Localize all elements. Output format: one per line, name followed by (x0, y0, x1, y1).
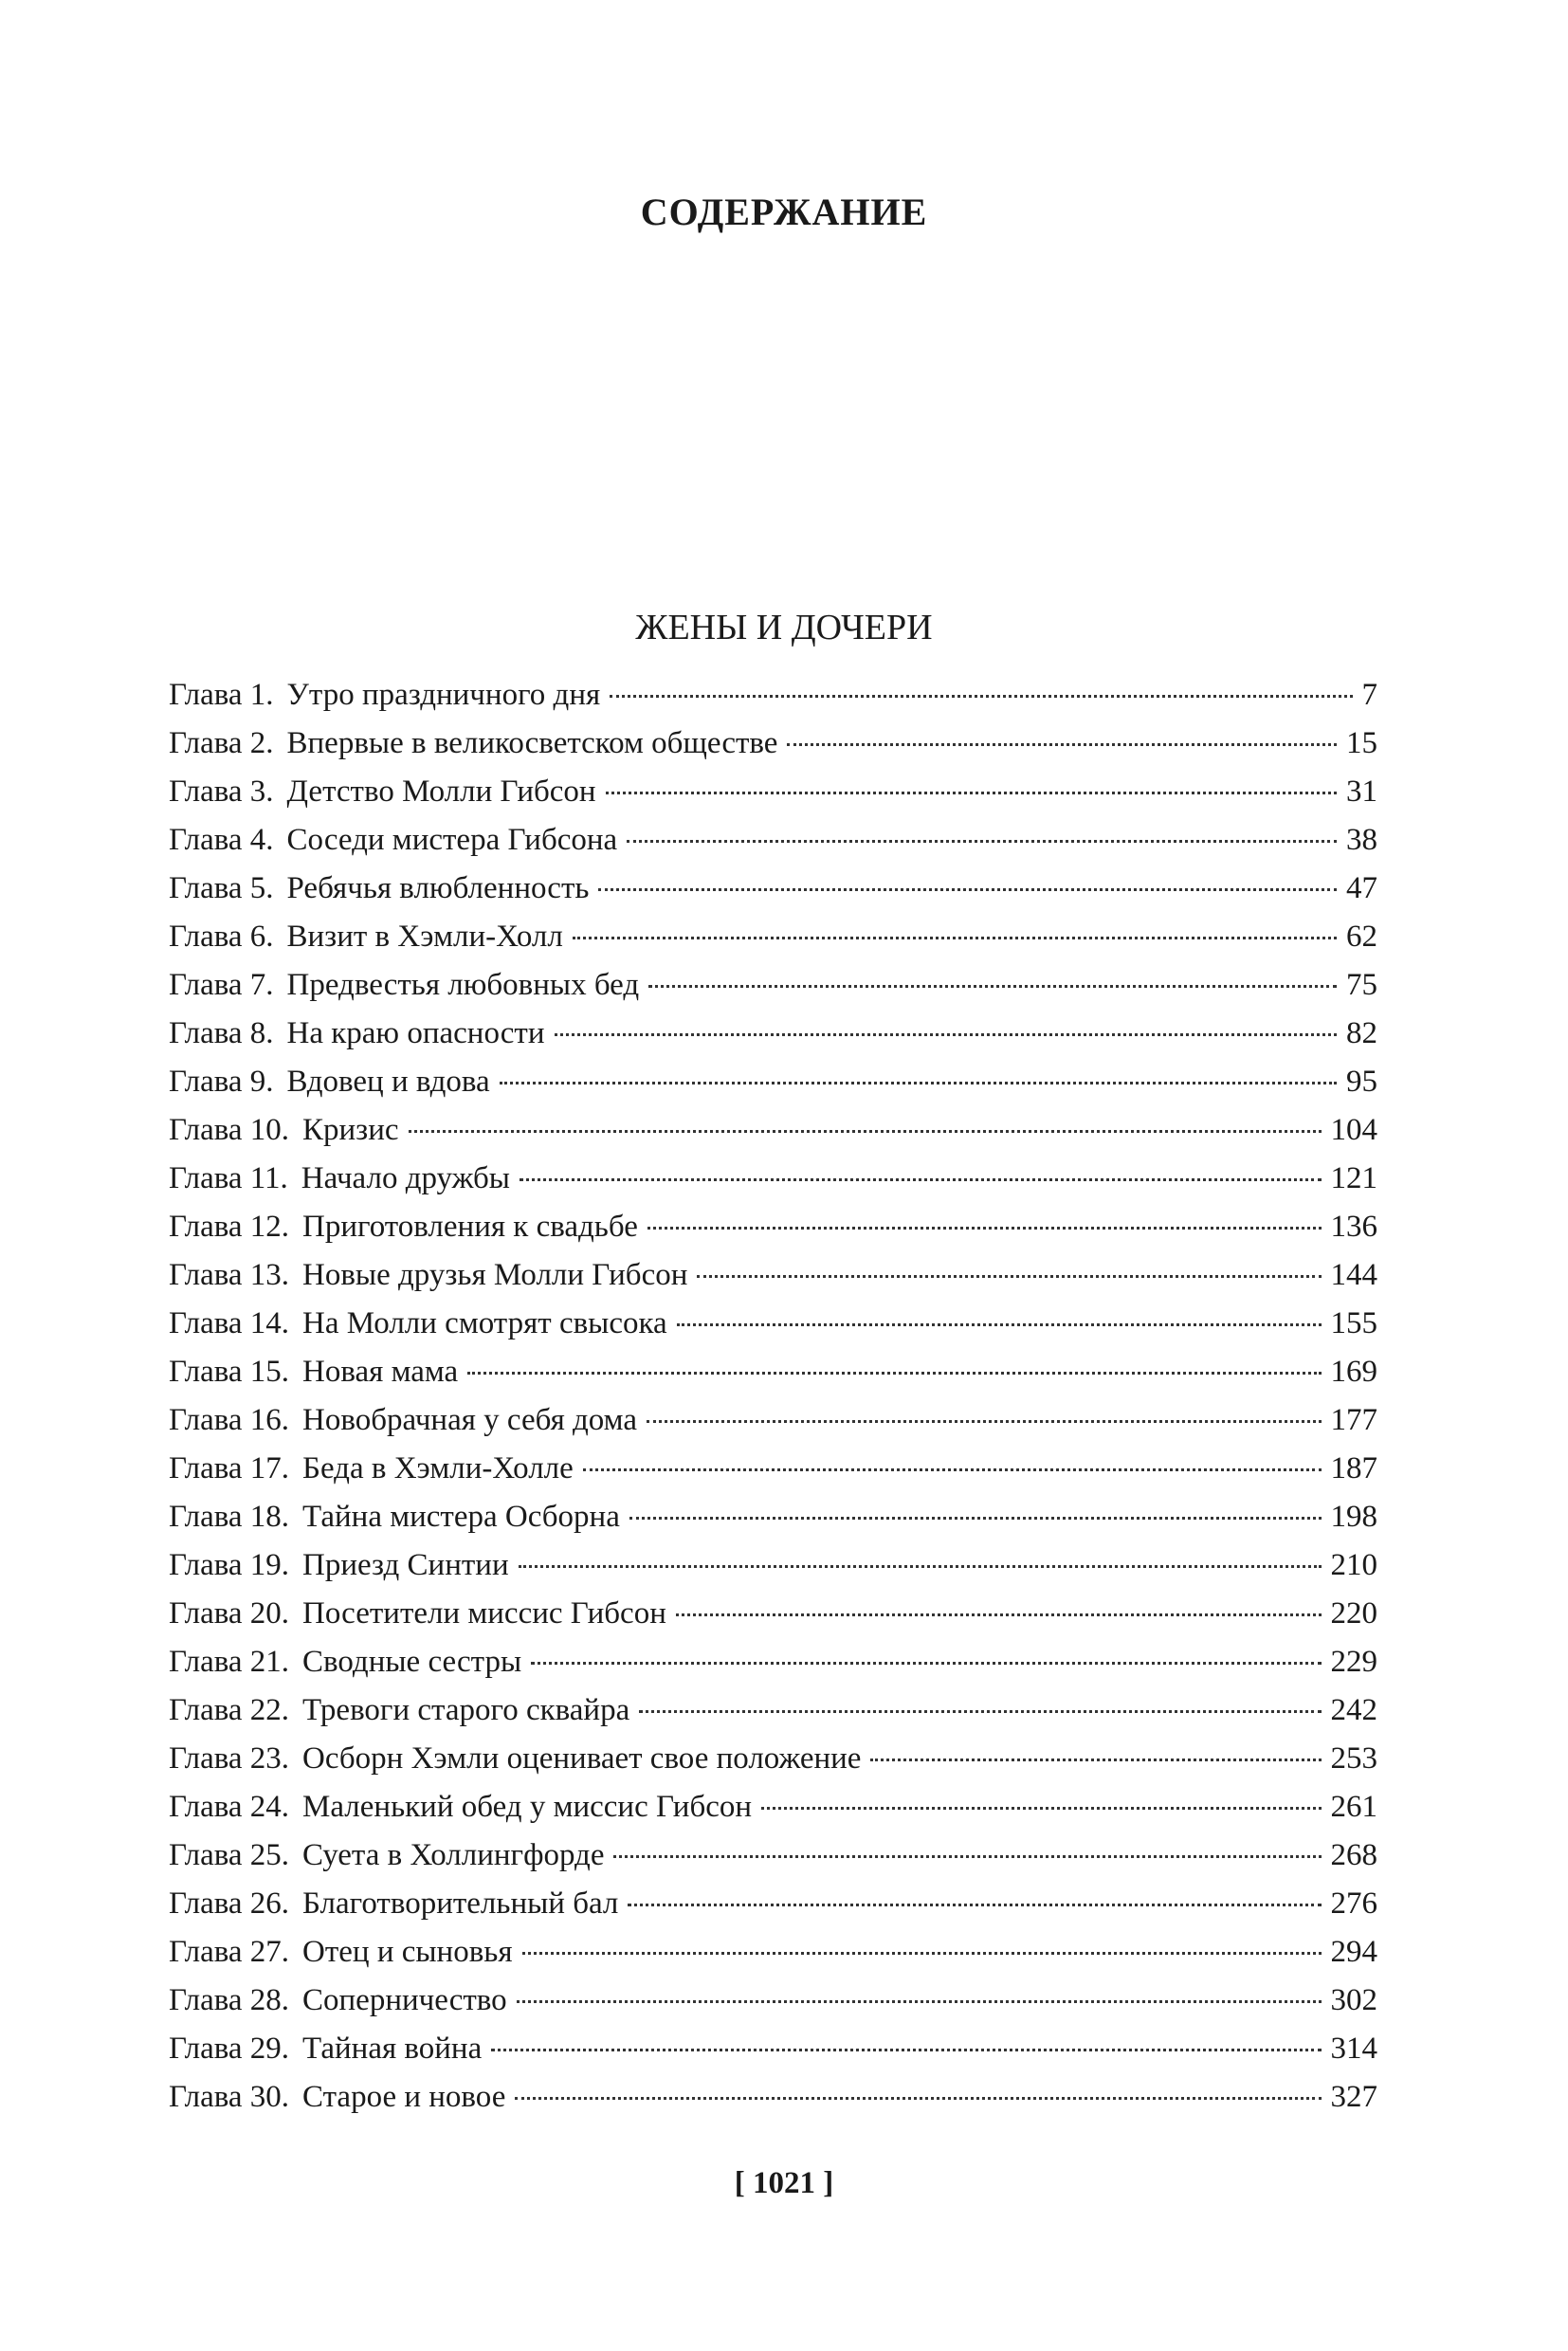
chapter-page: 276 (1330, 1886, 1377, 1921)
dot-leader (606, 791, 1337, 794)
chapter-page: 169 (1330, 1355, 1377, 1389)
chapter-number: Глава 5. (169, 871, 274, 905)
page-title: СОДЕРЖАНИЕ (640, 191, 928, 233)
chapter-number: Глава 29. (169, 2032, 290, 2066)
chapter-title: Старое и новое (302, 2080, 506, 2114)
chapter-number: Глава 22. (169, 1693, 290, 1727)
dot-leader (627, 839, 1337, 843)
chapter-number: Глава 7. (169, 968, 274, 1002)
chapter-number: Глава 14. (169, 1306, 290, 1340)
chapter-page: 242 (1330, 1693, 1377, 1727)
chapter-page: 62 (1346, 920, 1377, 954)
toc-entry (169, 1645, 1377, 1693)
chapter-number: Глава 16. (169, 1403, 290, 1437)
dot-leader (697, 1274, 1321, 1278)
chapter-number: Глава 25. (169, 1838, 290, 1872)
chapter-page: 253 (1330, 1741, 1377, 1776)
toc-entry (169, 775, 1377, 823)
dot-leader (500, 1081, 1337, 1084)
dot-leader (555, 1032, 1338, 1036)
chapter-title: Посетители миссис Гибсон (302, 1596, 666, 1631)
chapter-page: 121 (1330, 1161, 1377, 1195)
dot-leader (870, 1758, 1321, 1761)
chapter-page: 144 (1330, 1258, 1377, 1292)
dot-leader (676, 1613, 1322, 1616)
chapter-title: Тревоги старого сквайра (302, 1693, 630, 1727)
dot-leader (583, 1467, 1322, 1471)
chapter-number: Глава 4. (169, 823, 274, 857)
chapter-title: Осборн Хэмли оценивает свое положение (302, 1741, 862, 1776)
toc-entry (169, 1596, 1377, 1645)
toc-entry (169, 1210, 1377, 1258)
dot-leader (598, 887, 1337, 891)
dot-leader (787, 742, 1337, 746)
toc-entry (169, 871, 1377, 920)
chapter-title: На краю опасности (286, 1016, 545, 1050)
toc-entry (169, 1693, 1377, 1741)
dot-leader (520, 1177, 1322, 1181)
toc-entry (169, 1741, 1377, 1790)
chapter-title: Предвестья любовных бед (286, 968, 640, 1002)
dot-leader (628, 1903, 1321, 1906)
chapter-title: Новобрачная у себя дома (302, 1403, 637, 1437)
table-of-contents (169, 678, 1377, 2128)
dot-leader (531, 1661, 1321, 1665)
chapter-title: Начало дружбы (301, 1161, 510, 1195)
chapter-title: Детство Молли Гибсон (286, 775, 596, 809)
chapter-title: Ребячья влюбленность (286, 871, 590, 905)
dot-leader (761, 1806, 1321, 1810)
dot-leader (517, 1999, 1322, 2003)
chapter-title: Тайна мистера Осборна (302, 1500, 620, 1534)
chapter-title: Визит в Хэмли-Холл (286, 920, 563, 954)
chapter-title: Кризис (302, 1113, 399, 1147)
chapter-number: Глава 9. (169, 1065, 274, 1099)
chapter-number: Глава 26. (169, 1886, 290, 1921)
chapter-page: 82 (1346, 1016, 1377, 1050)
book-title: ЖЕНЫ И ДОЧЕРИ (635, 608, 933, 647)
toc-entry (169, 1065, 1377, 1113)
chapter-page: 136 (1330, 1210, 1377, 1244)
page-number: [ 1021 ] (734, 2166, 834, 2200)
dot-leader (677, 1322, 1322, 1326)
chapter-title: На Молли смотрят свысока (302, 1306, 667, 1340)
chapter-title: Новые друзья Молли Гибсон (302, 1258, 688, 1292)
toc-entry (169, 1355, 1377, 1403)
dot-leader (613, 1854, 1321, 1858)
chapter-page: 268 (1330, 1838, 1377, 1872)
chapter-page: 104 (1330, 1113, 1377, 1147)
dot-leader (409, 1129, 1322, 1133)
chapter-page: 229 (1330, 1645, 1377, 1679)
chapter-number: Глава 30. (169, 2080, 290, 2114)
chapter-title: Соперничество (302, 1983, 507, 2017)
chapter-title: Утро праздничного дня (286, 678, 601, 712)
chapter-title: Соседи мистера Гибсона (286, 823, 618, 857)
chapter-page: 95 (1346, 1065, 1377, 1099)
chapter-number: Глава 1. (169, 678, 274, 712)
chapter-page: 198 (1330, 1500, 1377, 1534)
toc-entry (169, 1016, 1377, 1065)
dot-leader (522, 1951, 1322, 1955)
dot-leader (519, 1564, 1322, 1568)
toc-entry (169, 1161, 1377, 1210)
chapter-title: Маленький обед у миссис Гибсон (302, 1790, 753, 1824)
chapter-page: 220 (1330, 1596, 1377, 1631)
dot-leader (467, 1371, 1321, 1375)
chapter-number: Глава 12. (169, 1210, 290, 1244)
dot-leader (647, 1419, 1322, 1423)
chapter-title: Благотворительный бал (302, 1886, 619, 1921)
chapter-number: Глава 13. (169, 1258, 290, 1292)
chapter-number: Глава 21. (169, 1645, 290, 1679)
toc-entry (169, 1983, 1377, 2032)
dot-leader (515, 2096, 1321, 2100)
toc-entry (169, 2032, 1377, 2080)
chapter-page: 302 (1330, 1983, 1377, 2017)
dot-leader (573, 936, 1337, 939)
dot-leader (639, 1709, 1321, 1713)
toc-entry (169, 726, 1377, 775)
chapter-number: Глава 11. (169, 1161, 288, 1195)
chapter-page: 15 (1346, 726, 1377, 760)
chapter-title: Беда в Хэмли-Холле (302, 1451, 574, 1485)
toc-entry (169, 1258, 1377, 1306)
chapter-number: Глава 10. (169, 1113, 290, 1147)
chapter-page: 155 (1330, 1306, 1377, 1340)
chapter-title: Новая мама (302, 1355, 459, 1389)
dot-leader (491, 2048, 1321, 2051)
toc-entry (169, 823, 1377, 871)
chapter-title: Приготовления к свадьбе (302, 1210, 638, 1244)
chapter-title: Впервые в великосветском обществе (286, 726, 778, 760)
toc-entry (169, 678, 1377, 726)
chapter-title: Приезд Синтии (302, 1548, 509, 1582)
dot-leader (647, 1226, 1322, 1230)
chapter-page: 7 (1361, 678, 1377, 712)
chapter-number: Глава 17. (169, 1451, 290, 1485)
dot-leader (629, 1516, 1322, 1520)
chapter-number: Глава 28. (169, 1983, 290, 2017)
toc-entry (169, 1403, 1377, 1451)
chapter-number: Глава 27. (169, 1935, 290, 1969)
dot-leader (648, 984, 1337, 988)
chapter-page: 327 (1330, 2080, 1377, 2114)
chapter-number: Глава 2. (169, 726, 274, 760)
toc-entry (169, 1790, 1377, 1838)
chapter-number: Глава 20. (169, 1596, 290, 1631)
toc-entry (169, 1886, 1377, 1935)
toc-entry (169, 1451, 1377, 1500)
chapter-number: Глава 23. (169, 1741, 290, 1776)
chapter-number: Глава 6. (169, 920, 274, 954)
chapter-page: 314 (1330, 2032, 1377, 2066)
chapter-number: Глава 24. (169, 1790, 290, 1824)
toc-entry (169, 1113, 1377, 1161)
toc-entry (169, 1548, 1377, 1596)
chapter-page: 75 (1346, 968, 1377, 1002)
chapter-number: Глава 3. (169, 775, 274, 809)
chapter-number: Глава 18. (169, 1500, 290, 1534)
chapter-title: Суета в Холлингфорде (302, 1838, 605, 1872)
toc-entry (169, 1306, 1377, 1355)
chapter-page: 177 (1330, 1403, 1377, 1437)
chapter-title: Тайная война (302, 2032, 483, 2066)
chapter-title: Вдовец и вдова (286, 1065, 490, 1099)
chapter-number: Глава 8. (169, 1016, 274, 1050)
chapter-page: 187 (1330, 1451, 1377, 1485)
chapter-title: Отец и сыновья (302, 1935, 513, 1969)
toc-entry (169, 920, 1377, 968)
toc-entry (169, 1500, 1377, 1548)
toc-entry (169, 1935, 1377, 1983)
chapter-page: 261 (1330, 1790, 1377, 1824)
chapter-title: Сводные сестры (302, 1645, 522, 1679)
chapter-page: 38 (1346, 823, 1377, 857)
toc-entry (169, 1838, 1377, 1886)
toc-entry (169, 968, 1377, 1016)
chapter-page: 31 (1346, 775, 1377, 809)
chapter-page: 47 (1346, 871, 1377, 905)
toc-entry (169, 2080, 1377, 2128)
dot-leader (610, 694, 1352, 698)
chapter-page: 210 (1330, 1548, 1377, 1582)
chapter-number: Глава 19. (169, 1548, 290, 1582)
chapter-page: 294 (1330, 1935, 1377, 1969)
chapter-number: Глава 15. (169, 1355, 290, 1389)
